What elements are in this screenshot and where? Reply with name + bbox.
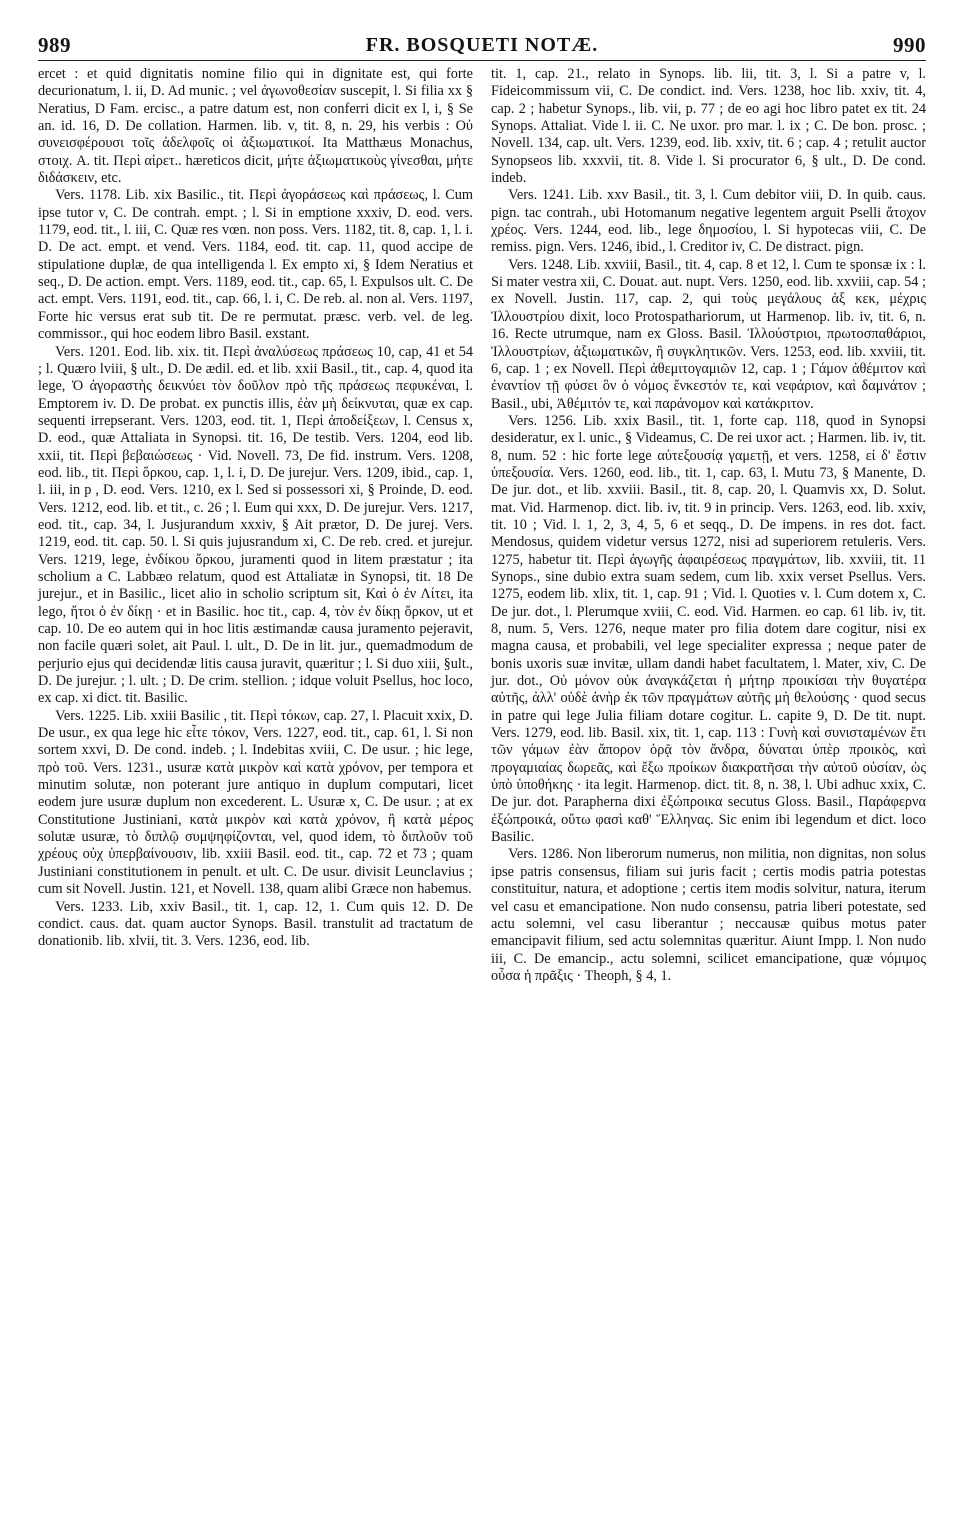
paragraph: Vers. 1248. Lib. xxviii, Basil., tit. 4, cap. 8 et 12, l. Cum te sponsæ ix : l. Si mater vestra xii, C. Douat. aut. nupt. Vers. 1250, eod. lib. xxviii, cap. 54 ; ex Novell. Justin. 117, cap. 2, qui τοὺς μεγάλους ἀξ κεκ, μέχρις Ἰλλουστρίου dixit, loco Protospathariorum, ut Harmenop. lib. iv, tit. 6, n. 16. Recte utrumque, nam ex Gloss. Basil. Ἰλλούστριοι, πρωτοσπαθάριοι, Ἰλλουστρίων, ἀξιωματικῶν, ἢ συγκλητικῶν. Vers. 1253, eod. lib. xxviii, tit. 6, cap. 1 ; ex Novell. Περὶ ἀθεμιτογαμιῶν 12, cap. 1 ; Γάμον ἀθέμιτον καὶ ἐναντίον τῇ φύσει ὃν ὁ νόμος ἔνκεστόν τε, καὶ νεφάριον, καὶ δαμνάτον ; Basil., ubi, Ἀθέμιτόν τε, καὶ παράνομον καὶ κατάκριτον.	[491, 256, 926, 412]
running-title: FR. BOSQUETI NOTÆ.	[365, 33, 599, 56]
text-columns	[38, 66, 926, 1530]
left-column	[38, 66, 473, 1530]
paragraph: Vers. 1178. Lib. xix Basilic., tit. Περὶ ἀγοράσεως καὶ πράσεως, l. Cum ipse tutor v, C. De contrah. empt. ; l. Si in emptione xxxiv, D. eod. vers. 1179, eod. tit., l. iii, C. Quæ res vœn. non poss. Vers. 1182, tit. 8, cap. 1, l. i. D. De act. empt. et vend. Vers. 1184, eod. tit. cap. 11, quod accipe de stipulatione duplæ, de qua intelligenda l. Ex empto xi, § Idem Neratius et seq., D. De action. empt. Vers. 1189, eod. tit., cap. 65, l. Expulsos ult. C. De act. empt. Vers. 1191, eod. tit., cap. 66, l. i, C. De reb. al. non al. Vers. 1197, Forte hic versus erat sub tit. De re permutat. præsc. verb. vel. de leg. commissor., qui hoc eodem libro Basil. exstant.	[38, 187, 473, 343]
paragraph: Vers. 1201. Eod. lib. xix. tit. Περὶ ἀναλύσεως πράσεως 10, cap, 41 et 54 ; l. Quæro lviii, § ult., D. De ædil. ed. et lib. xxii Basil., tit., cap. 4, quod ita lege, Ὁ ἀγοραστὴς δεικνύει τὸν δοῦλον πρὸ τῆς πράσεως πεφυκέναι, l. Emptorem iv. D. De probat. ex punctis illis, ἐὰν μὴ δείκνυται, quæ ex cap. sequenti irrepserant. Vers. 1203, eod. tit. 1, Περὶ ἀποδείξεων, l. Census x, D. eod., quæ Attaliata in Synopsi. tit. 16, De testib. Vers. 1204, eod lib. xxii, tit. Περὶ βεβαιώσεως · Vid. Novell. 73, De fid. instrum. Vers. 1208, eod. lib., tit. Περὶ ὅρκου, cap. 1, l. i, D. De jurejur. Vers. 1209, ibid., cap. 1, l. iii, in p , D. eod. Vers. 1210, ex l. Sed si possessori xi, § Proinde, D. eod. Vers. 1212, eod. lib. et tit., c. 26 ; l. Eum qui xxx, D. De jurejur. Vers. 1217, eod. tit., cap. 34, l. Jusjurandum xxxiv, § Ait prætor, D. De jurej. Vers. 1219, eod. tit. cap. 50. l. Si quis jujusrandum xi, C. De reb. cred. et jurejur. Vers. 1219, lege, ἐνδίκου ὅρκου, juramenti quod in litem præstatur ; ita scholium a C. Labbæo relatum, quod est Attaliatæ in Synopsi, tit. 18 De jurejur., et in Basilic., licet alio in scholio scriptum sit, Καὶ ὁ ἐν Λίτει, ita lego, ἤτοι ὁ ἐν δίκῃ · et in Basilic. hoc tit., cap. 4, τὸν ἐν δίκῃ ὅρκον, ut et cap. 10. De eo autem qui in hoc litis æstimandæ causa juramento pejeravit, non facile quæri solet, ait Paul. l. ult., D. De in lit. jur., quemadmodum de perjurio ejus qui decidendæ litis causa juravit, quæritur ; l. Si duo xiii, §ult., D. De jurejur. ; l. ult. ; D. De crim. stellion. ; idque voluit Psellus, hoc loco, ex cap. xi dict. tit. Basilic.	[38, 343, 473, 707]
paragraph: Vers. 1225. Lib. xxiii Basilic , tit. Περὶ τόκων, cap. 27, l. Placuit xxix, D. De usur., ex qua lege hic εἶτε τόκον, Vers. 1227, eod. tit., cap. 61, l. Si non sortem xxvi, D. De cond. indeb. ; l. Indebitas xviii, C. De usur. ; hic lege, πρὸ τοῦ. Vers. 1231., usuræ κατὰ μικρὸν καὶ κατὰ χρόνον, per tempora et minutim solutæ, non poterant jure antiquo in duplum computari, licet eodem jure usuræ duplum non excederent. L. Usuræ x, C. De usur. ; at ex Constitutione Justiniani, κατὰ μικρὸν καὶ κατὰ χρόνον, ἢ κατὰ μέρος solutæ usuræ, τὸ διπλῷ συμψηφίζονται, vel, quod idem, τὸ διπλοῦν τοῦ χρέους οὐχ ὑπερβαίνουσιν, lib. xxiii Basil. eod. tit., cap. 72 et 73 ; quam Justiniani constitutionem in penult. et ult. C. De usur. divisit Leunclavius ; cum sit Novell. Justin. 121, et Novell. 138, quam alibi Græce non habemus.	[38, 707, 473, 898]
paragraph: Vers. 1233. Lib, xxiv Basil., tit. 1, cap. 12, 1. Cum quis 12. D. De condict. caus. dat. quam auctor Synops. Basil. transtulit ad tractatum de donationib. lib. xlvii, tit. 3. Vers. 1236, eod. lib.	[38, 898, 473, 950]
paragraph: Vers. 1256. Lib. xxix Basil., tit. 1, forte cap. 118, quod in Synopsi desideratur, ex l. unic., § Videamus, C. De rei uxor act. ; Harmen. lib. iv, tit. 8, num. 52 : hic forte lege αὐτεξουσίᾳ γαμετῇ, et vers. 1258, εἰ δ' ἔστιν ὑπεξουσία. Vers. 1260, eod. lib., tit. 1, cap. 63, l. Mutu 73, § Manente, D. De jur. dot., et lib. xxviii. Basil., tit. 8, cap. 20, l. Quamvis xx, D. Solut. mat. Vid. Harmenop. dict. lib. iv, tit. 9 in princip. Vers. 1263, eod. lib. xxiv, tit. 10 ; Vid. l. 1, 2, 3, 4, 5, 6 et seqq., D. De impens. in res dot. fact. Mendosus, quidem videtur versus 1272, nisi ad superiorem retuleris. Vers. 1275, habetur tit. Περὶ ἀγωγῆς ἀφαιρέσεως πραγμάτων, lib. xxviii, tit. 11 Synops., sine dubio extra suam sedem, cum lib. xxix verset Psellus. Vers. 1275, eodem lib. xlix, tit. 1, cap. 91 ; Vid. l. Quoties v. l. Cum dotem x, C. De jur. dot., l. Plerumque xviii, C. eod. Vid. Harmen. eo cap. 61 lib. iv, tit. 8, num. 5, Vers. 1276, neque mater pro filia dotem dare cogitur, nisi ex magna causa, et probabili, vel lege specialiter expressa ; neque pater de bonis uxoris suæ invitæ, ullam dandi habet facultatem, l. Mater, xiv, C. De jur. dot., Οὐ μόνον οὐκ ἀναγκάζεται ἡ μήτηρ προικίσαι τὴν θυγατέρα αὐτῆς, ἀλλ' οὐδὲ ἀνὴρ ἐκ τῶν πραγμάτων αὐτῆς μὴ θελούσης · quod secus in patre qui lege Julia filiam dotare cogitur. L. capite 9, D. De tit. nupt. Vers. 1279, eod. lib. Basil. xix, tit. 1, cap. 113 : Γυνὴ καὶ συνισταμένων ἔτι τῶν γάμων ἐὰν ἄπορον ὁρᾷ τὸν ἄνδρα, δύναται ὑπὲρ προικὸς, καὶ προγαμιαίας δωρεᾶς, καὶ ἔξω προίκων διακρατῆσαι τὴν αὐτοῦ οὐσίαν, ὡς ὑπὸ ὑποθήκης · ita legit. Harmenop. dict. tit. 8, n. 38, l. Ubi adhuc xxix, C. De jur. dot. Parapherna dixi ἐξώπροικα secutus Gloss. Basil., Παράφερνα ἐξώπροικά, οὕτω φασὶ καθ' Ἕλληνας. Sic enim ibi legendum et dict. loco Basilic.	[491, 412, 926, 846]
page-number-right: 990	[892, 32, 926, 57]
paragraph: Vers. 1241. Lib. xxv Basil., tit. 3, l. Cum debitor viii, D. In quib. caus. pign. tac contrah., ubi Hotomanum negative legentem arguit Pselli ἄτοχον χρέος. Vers. 1244, eod. lib., lege δημοσίου, l. Si hypotecas viii, C. De remiss. pign. Vers. 1246, ibid., l. Creditor iv, C. De distract. pign.	[491, 187, 926, 256]
paragraph: tit. 1, cap. 21., relato in Synops. lib. lii, tit. 3, l. Si a patre v, l. Fideicommissum vii, C. De condict. ind. Vers. 1238, hoc lib. xxiv, tit. 4, cap. 2 ; habetur Synops., lib. vii, p. 77 ; de eo agi hoc libro patet ex tit. 24 Synops. Attaliat. Vide l. ii. C. Ne uxor. pro mar. l. ix ; C. De bon. prosc. ; Novell. 134, cap. ult. Vers. 1239, eod. lib. xxiv, tit. 6 ; cap. 4 ; retulit auctor Synopseos lib. xxxvii, tit. 8. Vide l. Si procurator 6, § ult., D. De cond. indeb.	[491, 66, 926, 187]
page-header	[38, 30, 926, 61]
page-number-left: 989	[38, 32, 71, 57]
paragraph: Vers. 1286. Non liberorum numerus, non militia, non dignitas, non solus ipse patris consensus, filiam sui juris facit ; certis modis patria potestas constituitur, natura, et adoptione ; certis item modis solvitur, natura, iterum vel casu et emancipatione. Non nudo consensu, patria liberi potestate, sed actu solemni, vel casu liberantur ; neccausæ quibus motus pater emancipavit filium, sed actu solemnitas quæritur. Aiunt Impp. l. Non nudo iii, C. De emancip., actu solemni, scilicet emancipatione, quæ νόμιμος οὖσα ἡ πρᾶξις · Theoph, § 4, 1.	[491, 846, 926, 984]
paragraph: ercet : et quid dignitatis nomine filio qui in dignitate est, qui forte decurionatum, l. ii, D. Ad munic. ; vel ἀγωνοθεσίαν suscepit, l. Si filia xx § Neratius, D Fam. ercisc., a patre datum est, non conferri dicit ex l, i, § Se an. id. 16, D. De collation. Harmen. lib. v, tit. 8, n. 29, his verbis : Οὐ συνεισφέρουσι τοῖς ἀδελφοῖς οἱ ἀξιωματικοί. Ita Matthæus Monachus, στοιχ. A. tit. Περὶ αἱρετ.. hæreticos dicit, μήτε ἀξιωματικοὺς γίνεσθαι, μήτε διδάσκειν, etc.	[38, 66, 473, 187]
right-column	[491, 66, 926, 1530]
